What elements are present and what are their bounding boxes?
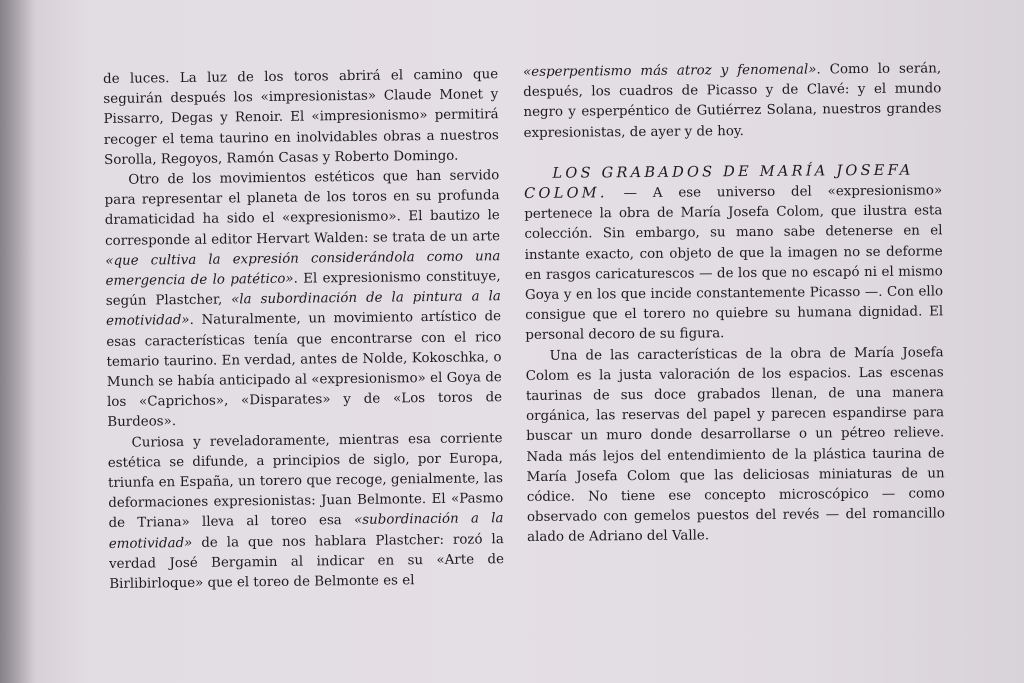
paragraph-espacios [525,343,945,549]
section-heading-line2: COLOM. [524,184,608,203]
paragraph-luces [103,65,499,171]
italic-quote: «esperpentismo más atroz y fenomenal» [523,62,817,80]
text-run: . Como lo serán, después, los cuadros de Picasso y de Clavé: y el mundo negro y esperpéntico de Gutiérrez Solana, nuestros grandes expresionistas, de ayer y de hoy. [523,61,942,141]
section-heading-line1: LOS GRABADOS DE MARÍA JOSEFA [552,161,914,182]
paragraph-grabados [524,160,944,346]
text-run: . El expresionismo constituye, según Plastcher, [105,269,501,310]
text-run: — A ese universo del «expresionismo» pertenece la obra de María Josefa Colom, que ilustra esta colección. Sin embargo, su mano sabe detenerse en el instante exacto, con objeto de que la imagen no se deforme en rasgos caricaturescos — de los que no escapó ni el mismo Goya y en los que incide constantemente Picasso —. Con ello consigue que el torero no quiebre su humana dignidad. El personal decoro de su figura. [524,183,944,344]
italic-quote: «la subordinación de la pintura a la emotividad» [105,289,501,330]
italic-quote: «subordinación a la emotividad» [108,511,504,552]
text-run: de la que nos hablara Plastcher: rozó la verdad José Bergamin al indicar en su «Arte de Birlibirloque» que el toreo de Belmonte es el [108,531,505,593]
text-run: Una de las características de la obra de María Josefa Colom es la justa valoración de los espacios. Las escenas taurinas de sus doce grabados llenan, de una manera orgánica, las reservas del papel y parecen espandirse para buscar un muro donde desarrollarse o un pétreo relieve. Nada más lejos del entendimiento de la plástica taurina de María Josefa Colom que las deliciosas miniaturas de un códice. No tiene ese concepto microscópico — como observado con gemelos puestos del revés — del romancillo alado de Adriano del Valle. [525,344,946,546]
spine-shadow [0,0,36,683]
paragraph-grabados-body [524,183,943,343]
text-run: Curiosa y reveladoramente, mientras esa corriente estética se difunde, a principios de siglo, por Europa, triunfa en España, un torero que recoge, genialmente, las deformaciones expresionistas: Juan Belmonte. El «Pasmo de Triana» lleva al toreo esa [107,430,504,532]
italic-quote: «que cultiva la expresión considerándola como una emergencia de lo patético» [105,248,501,290]
text-run: Otro de los movimientos estéticos que han servido para representar el planeta de los toros en su profunda dramaticidad ha sido el «expresionismo». El bautizo le corresponde al editor Hervart Walden: se trata de un arte [104,168,501,249]
left-column [103,65,504,595]
paragraph-esperpentismo [523,59,942,143]
paragraph-expresionismo [104,166,502,433]
paragraph-belmonte [107,429,504,595]
text-run: . Naturalmente, un movimiento artístico de esas características tenía que encontrarse con el rico temario taurino. En verdad, antes de Nolde, Kokoschka, o Munch se había anticipado al «expresionismo» el Goya de los «Caprichos», «Disparates» y de «Los toros de Burdeos». [106,309,503,431]
text-run: de luces. La luz de los toros abrirá el camino que seguirán después los «impresionistas» Claude Monet y Pissarro, Degas y Renoir. El «impresionismo» permitirá recoger el tema taurino en inolvidables obras a nuestros Sorolla, Regoyos, Ramón Casas y Roberto Domingo. [103,67,499,168]
right-column [523,59,945,548]
